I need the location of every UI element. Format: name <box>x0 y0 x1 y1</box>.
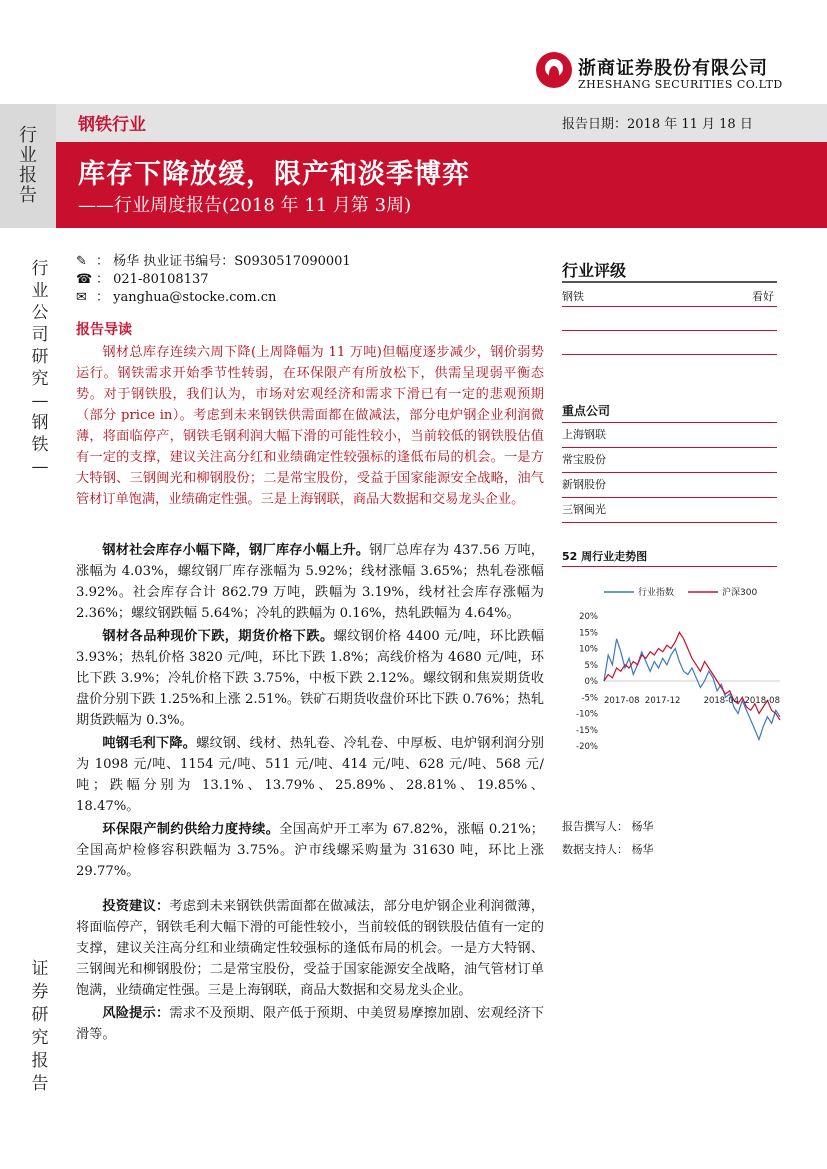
report-date: 报告日期：2018 年 11 月 18 日 <box>562 117 753 132</box>
y-tick-label: -15% <box>576 725 598 736</box>
x-tick-label: 2017-08 <box>604 696 640 706</box>
x-tick-label: 2017-12 <box>644 696 681 706</box>
y-tick-label: 15% <box>579 628 598 639</box>
email-line: ✉ ： yanghua@stocke.com.cn <box>76 290 277 305</box>
side-securities-label: 证券研究报告 <box>31 959 49 1094</box>
company-item: 常宝股份 <box>562 448 777 473</box>
x-tick-label: 2018-08 <box>744 696 780 706</box>
side-research-label: 行业公司研究—钢铁— <box>31 259 49 477</box>
body-paragraph-risk: 风险提示：需求不及预期、限产低于预期、中美贸易摩擦加剧、宏观经济下滑等。 <box>76 1006 545 1042</box>
y-tick-label: -10% <box>576 709 598 720</box>
rating-row-rule-1 <box>562 306 777 307</box>
side-report-label: 行业报告 <box>19 125 37 206</box>
legend-label: 沪深300 <box>722 588 758 598</box>
trend-chart <box>562 576 784 756</box>
body-paragraph-margin: 吨钢毛利下降。螺纹钢、线材、热轧卷、冷轧卷、中厚板、电炉钢利润分别为 1098 元/吨、1154 元/吨、511 元/吨、414 元/吨、628 元/吨、568 元/吨；跌幅分别为 13.1%、13.79%、25.89%、28.81%、19.85%、18.47%。 <box>76 736 544 814</box>
legend-label: 行业指数 <box>638 588 675 598</box>
y-tick-label: 20% <box>579 612 598 622</box>
guide-heading: 报告导读 <box>76 322 132 338</box>
envelope-icon: ✉ <box>76 290 87 305</box>
rating-rule <box>562 281 777 283</box>
rating-value: 看好 <box>752 290 774 303</box>
y-tick-label: 10% <box>579 644 598 655</box>
report-title: 库存下降放缓，限产和淡季博弈 <box>78 159 470 190</box>
company-item: 三钢闽光 <box>562 498 777 523</box>
chart-title: 52 周行业走势图 <box>562 550 648 563</box>
company-item: 上海钢联 <box>562 423 777 448</box>
body-section <box>76 540 544 1045</box>
phone-line: ☎ ： 021-80108137 <box>76 272 209 287</box>
body-paragraph-supply: 环保限产制约供给力度持续。全国高炉开工率为 67.82%，涨幅 0.21%；全国高炉检修容积跌幅为 3.75%。沪市线螺采购量为 31630 吨，环比上涨 29.77%。 <box>76 822 544 879</box>
body-paragraph-stock: 钢材社会库存小幅下降，钢厂库存小幅上升。钢厂总库存为 437.56 万吨，涨幅为 4.03%，螺纹钢厂库存涨幅为 5.92%；线材涨幅 3.65%；热轧卷涨幅 3.92%。社会库存合计 862.79 万吨，跌幅为 3.19%，线材社会库存涨幅为 2.36%；螺纹钢跌幅 5.64%；冷轧的跌幅为 0.16%，热轧跌幅为 4.64%。 <box>76 543 544 621</box>
industry-tag: 钢铁行业 <box>78 115 146 135</box>
guide-paragraph: 钢材总库存连续六周下降(上周降幅为 11 万吨)但幅度逐步减少，钢价弱势运行。钢铁需求开始季节性转弱，在环保限产有所放松下，供需呈现弱平衡态势。对于钢铁股，我们认为，市场对宏观经济和需求下滑已有一定的悲观预期（部分 price in）。考虑到未来钢铁供需面都在做减法，部分电炉钢企业利润微薄，将面临停产，钢铁毛钢利润大幅下滑的可能性较小，当前较低的钢铁股估值有一定的支撑，建议关注高分红和业绩确定性较强标的逢低布局的机会。一是方大特钢、三钢闽光和柳钢股份；二是常宝股份，受益于国家能源安全战略，油气管材订单饱满，业绩确定性强。三是上海钢联，商品大数据和交易龙头企业。 <box>76 345 544 507</box>
rating-sector: 钢铁 <box>562 290 584 303</box>
series-line <box>604 639 780 740</box>
series-line <box>604 632 780 720</box>
y-tick-label: 5% <box>584 660 598 671</box>
body-paragraph-price: 钢材各品种现价下跌，期货价格下跌。螺纹钢价格 4400 元/吨，环比跌幅 3.93%；热轧价格 3820 元/吨，环比下跌 1.8%；高线价格为 4680 元/吨，环比下跌 3.9%；冷轧价格下跌 3.75%，中板下跌 2.12%。螺纹钢和焦炭期货收盘价分别下跌 1.25%和上涨 2.51%。铁矿石期货收盘价环比下跌 0.76%；热轧期货跌幅为 0.3%。 <box>76 629 545 728</box>
report-writer: 报告撰写人： 杨华 <box>562 820 654 833</box>
body-paragraph-advice: 投资建议：考虑到未来钢铁供需面都在做减法，部分电炉钢企业利润微薄，将面临停产，钢铁毛利大幅下滑的可能性较小，当前较低的钢铁股估值有一定的支撑，建议关注高分红和业绩确定性较强标的逢低布局的机会。一是方大特钢、三钢闽光和柳钢股份；二是常宝股份，受益于国家能源安全战略，油气管材订单饱满，业绩确定性强。三是上海钢联，商品大数据和交易龙头企业。 <box>76 899 545 998</box>
x-tick-label: 2018-04 <box>703 696 740 706</box>
company-item: 新钢股份 <box>562 473 777 498</box>
report-subtitle: ——行业周度报告(2018 年 11 月第 3周) <box>78 195 412 216</box>
rating-row-rule-2 <box>562 330 777 331</box>
company-name-cn: 浙商证券股份有限公司 <box>578 58 768 79</box>
phone-icon: ☎ <box>76 272 93 287</box>
chart-rule <box>562 566 777 567</box>
key-companies-heading: 重点公司 <box>562 404 611 418</box>
side-header-panel <box>0 104 56 228</box>
pen-icon: ✎ <box>76 254 87 269</box>
y-tick-label: 0% <box>584 677 598 687</box>
y-tick-label: -20% <box>576 742 598 752</box>
rating-heading: 行业评级 <box>562 261 627 280</box>
company-logo-icon <box>536 52 572 88</box>
y-tick-label: -5% <box>581 693 598 704</box>
data-supporter: 数据支持人： 杨华 <box>562 843 654 856</box>
rating-row-rule-3 <box>562 354 777 355</box>
author-line: ✎ ： 杨华 执业证书编号：S0930517090001 <box>76 254 351 269</box>
company-name-en: ZHESHANG SECURITIES CO.LTD <box>578 78 783 91</box>
